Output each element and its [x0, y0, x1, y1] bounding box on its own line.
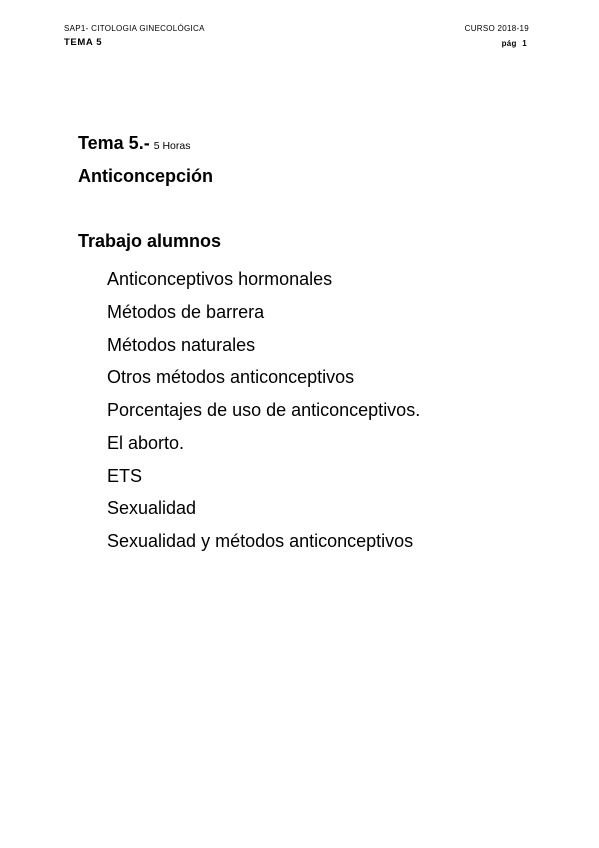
header-course-year: CURSO 2018-19 [464, 24, 529, 33]
list-item: Métodos de barrera [107, 301, 265, 322]
list-item: Métodos naturales [107, 334, 256, 355]
topic-list [107, 263, 420, 558]
document-title: Tema 5.- [78, 133, 150, 153]
section-heading: Trabajo alumnos [78, 231, 222, 251]
list-item: Sexualidad y métodos anticonceptivos [107, 531, 414, 551]
document-subtitle: Anticoncepción [78, 166, 214, 186]
header-unit: TEMA 5 [64, 37, 103, 48]
header-page-number: pág 1 [501, 39, 527, 48]
list-item: Porcentajes de uso de anticonceptivos. [107, 400, 421, 420]
document-hours: 5 Horas [153, 140, 191, 152]
list-item: ETS [107, 465, 143, 486]
list-item: Otros métodos anticonceptivos [107, 367, 355, 388]
header-course-subject: SAP1- CITOLOGIA GINECOLÓGICA [64, 24, 205, 33]
document-title-row [78, 133, 190, 154]
list-item: Sexualidad [107, 498, 197, 519]
list-item: Anticonceptivos hormonales [107, 269, 333, 289]
list-item: El aborto. [107, 432, 185, 453]
